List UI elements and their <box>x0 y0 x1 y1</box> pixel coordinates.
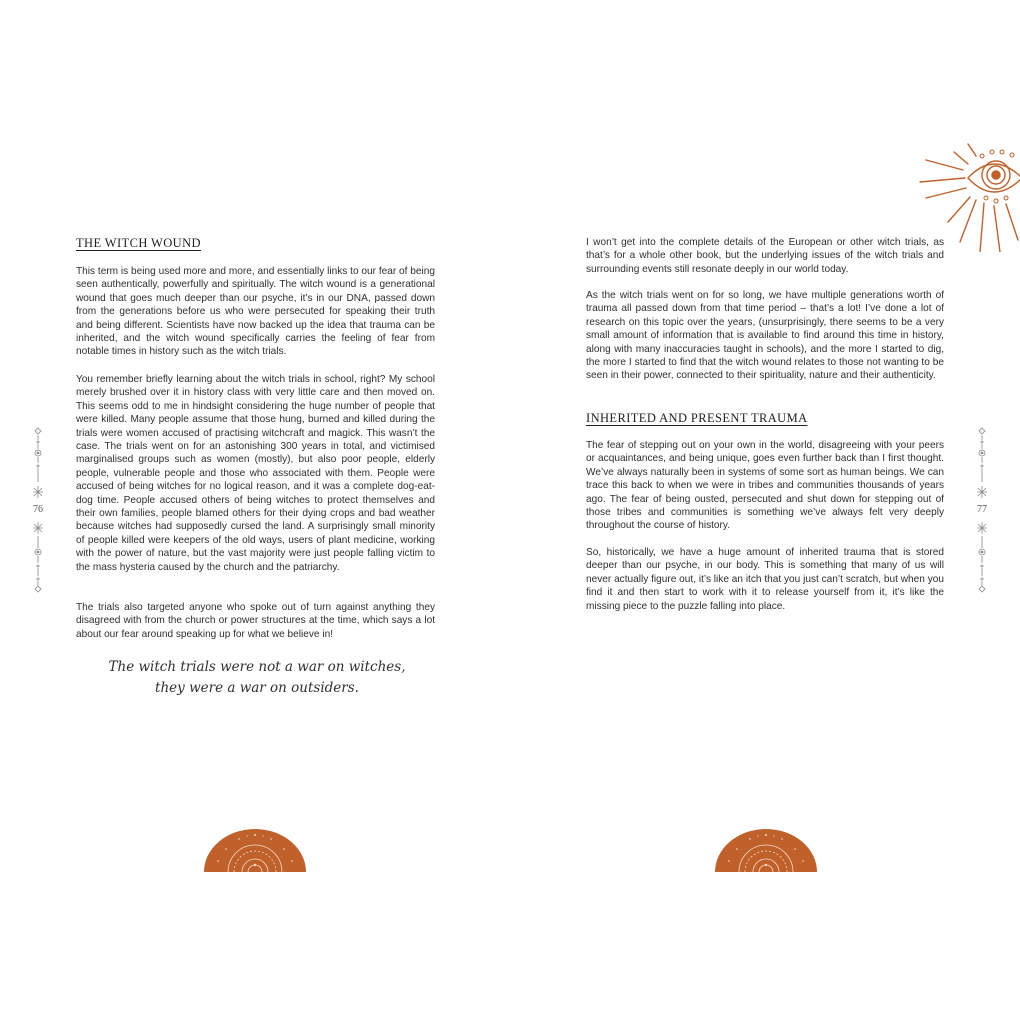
paragraph-right-1: I won’t get into the complete details of the European or other witch trials, as that’s for a whole other book, but the underlying issues of the witch trials and surrounding events still resonate deeply in our world today. <box>586 237 944 275</box>
half-sun-mandala-icon <box>715 829 817 873</box>
paragraph-right-3: The fear of stepping out on your own in the world, disagreeing with your peers or acquaintances, and being unique, goes even further back than I first thought. We’ve always naturally been in systems of some sort as human beings. We can trace this back to when we were in tribes and communities thousands of years ago. The fear of being ousted, persecuted and shut down for stepping out of those tribes and communities is something we’ve always felt very deeply throughout the course of history. <box>586 440 944 532</box>
page-number-right: 77 <box>977 504 987 515</box>
pull-quote <box>75 657 439 699</box>
section-heading-witch-wound: THE WITCH WOUND <box>76 236 201 250</box>
quote-line-1: The witch trials were not a war on witches, <box>108 659 406 675</box>
half-sun-mandala-icon <box>204 829 306 873</box>
quote-line-2: they were a war on outsiders. <box>155 680 359 696</box>
page-number-left: 76 <box>33 504 43 515</box>
right-page <box>510 0 1020 1020</box>
section-heading-inherited-trauma: INHERITED AND PRESENT TRAUMA <box>586 411 808 425</box>
paragraph-1: This term is being used more and more, and essentially links to our fear of being seen authentically, powerfully and spiritually. The witch wound is a generational wound that goes much deeper than our psyche, it’s in our DNA, passed down from the generations before us who were persecuted for speaking their truth and being different. Scientists have now backed up the idea that trauma can be inherited, and the witch wound specifically carries the feeling of fear from notable times in history such as the witch trials. <box>76 266 435 358</box>
sun-eye-icon <box>910 140 1020 252</box>
paragraph-right-4: So, historically, we have a huge amount of inherited trauma that is stored deeper than our psyche, in our body. This is something that many of us will never actually figure out, it’s like an itch that you just can’t scratch, but when you find it and then start to work with it to release yourself from it, it’s like the missing piece to the puzzle falling into place. <box>586 547 944 612</box>
paragraph-2: You remember briefly learning about the witch trials in school, right? My school merely brushed over it in history class with very little care and then moved on. This seems odd to me in hindsight considering the huge number of people that were killed. Many people assume that those hung, burned and killed during the trials were women accused of practising witchcraft and magick. This wasn’t the case. The trials went on for an astonishing 300 years in total, and victimised marginalised groups such as women (mostly), but also poor people, elderly people, vulnerable people and those who associated with them. People were accused of being witches for no logical reason, and it was a complete dog-eat-dog time. People accused others of being witches to protect themselves and their own families, people blamed others for their dying crops and bad weather because witches had supposedly cursed the land. A surprisingly small minority of people killed were keepers of the old ways, users of plant medicine, working with the power of nature, but the vast majority were just people falling victim to the mass hysteria caused by the church and the patriarchy. <box>76 374 435 573</box>
paragraph-3: The trials also targeted anyone who spoke out of turn against anything they disagreed with from the church or power structures at the time, which says a lot about our fear around speaking up for what we believe in! <box>76 602 435 640</box>
paragraph-right-2: As the witch trials went on for so long, we have multiple generations worth of trauma all passed down from that time period – that’s a lot! I’ve done a lot of research on this topic over the years, (unsurprisingly, there seems to be a very small amount of information that is available to find around this time in history, along with many inaccuracies taught in schools), and the more I started to dig, the more I started to find that the witch wound relates to those not wanting to be seen in their power, connected to their spirituality, nature and their authenticity. <box>586 290 944 382</box>
